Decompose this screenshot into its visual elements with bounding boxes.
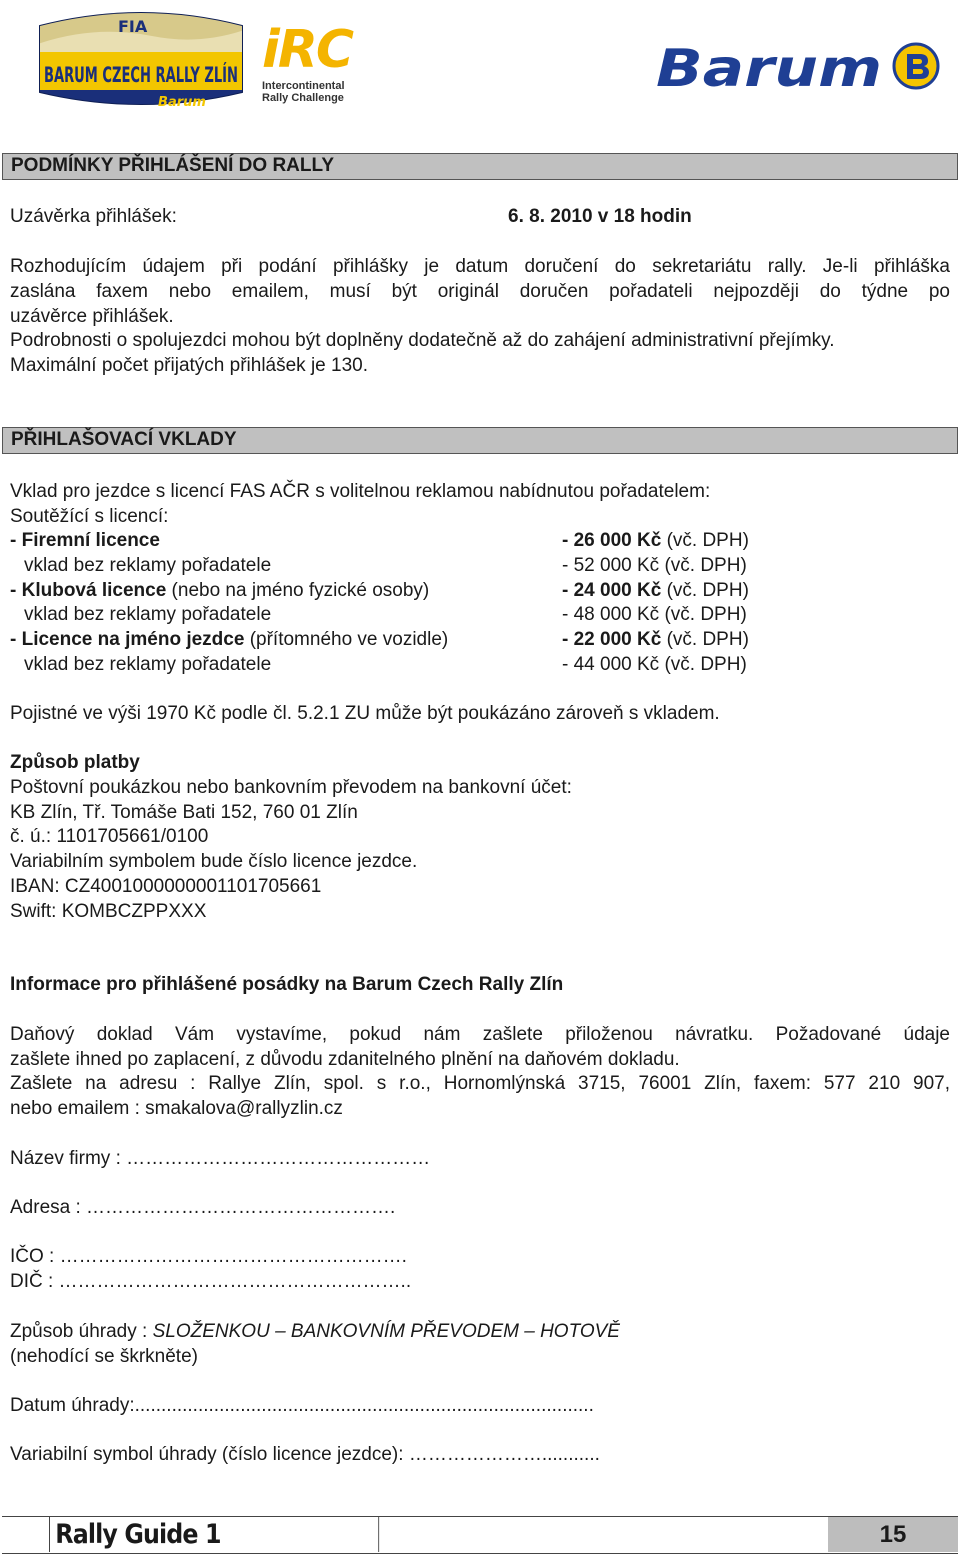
fee-row [10, 653, 950, 678]
fee-value-bold: - 26 000 Kč [562, 530, 662, 551]
payment-method-label: Způsob úhrady : [10, 1321, 153, 1342]
fee-row [10, 628, 950, 653]
payment-method-row [10, 1320, 950, 1345]
irc-logo [262, 20, 372, 110]
payment-line: KB Zlín, Tř. Tomáše Bati 152, 760 01 Zlín [10, 802, 358, 823]
bczr-title: BARUM CZECH R [44, 63, 240, 87]
irc-line-2: Rally Challenge [262, 92, 344, 104]
payment-line: č. ú.: 1101705661/0100 [10, 826, 209, 847]
footer-cell-blank [424, 1517, 828, 1552]
bczr-barum-text: Barum [158, 95, 206, 110]
max-entries-note: Maximální počet přijatých přihlášek je 130. [10, 355, 369, 376]
address-field[interactable]: Adresa : …………………………………………. [10, 1197, 396, 1218]
irc-line-1: Intercontinental [262, 80, 345, 92]
tax-doc-line-1: Daňový doklad Vám vystavíme, pokud nám zašlete přiloženou návratku. Požadované údaje [10, 1024, 950, 1045]
crew-info-title: Informace pro přihlášené posádky na Barum Czech Rally Zlín [10, 974, 564, 995]
send-address-line-2: nebo emailem : smakalova@rallyzlin.cz [10, 1098, 343, 1119]
company-name-field[interactable]: Název firmy : ………………………………………… [10, 1148, 431, 1169]
fee-value-rest: (vč. DPH) [661, 629, 749, 650]
competitor-label: Soutěžící s licencí: [10, 506, 169, 527]
fee-row [10, 529, 950, 554]
section-title-fees: PŘIHLAŠOVACÍ VKLADY [11, 429, 237, 450]
fee-label-rest: vklad bez reklamy pořadatele [24, 555, 272, 576]
payment-title: Způsob platby [10, 752, 140, 773]
fee-label-bold: - Licence na jméno jezdce [10, 629, 245, 650]
payment-method-note: (nehodící se škrkněte) [10, 1346, 198, 1367]
fee-row [10, 603, 950, 628]
fee-row [10, 554, 950, 579]
footer-title: Rally Guide 1 [50, 1517, 379, 1552]
barum-logo-text: Barum [656, 39, 882, 96]
fee-value-rest: - 48 000 Kč (vč. DPH) [562, 604, 747, 625]
dic-field[interactable]: DIČ : ……………………………………………….. [10, 1271, 412, 1292]
payment-line: Poštovní poukázkou nebo bankovním převodem na bankovní účet: [10, 777, 572, 798]
fee-label-rest: vklad bez reklamy pořadatele [24, 604, 272, 625]
section-bar-fees [2, 427, 958, 454]
fee-value-rest: - 44 000 Kč (vč. DPH) [562, 654, 747, 675]
ico-field[interactable]: IČO : ………………………………………………. [10, 1246, 407, 1267]
fees-intro: Vklad pro jezdce s licencí FAS AČR s volitelnou reklamou nabídnutou pořadatelem: [10, 481, 711, 502]
fee-value-bold: - 24 000 Kč [562, 580, 662, 601]
fee-value-rest: (vč. DPH) [661, 530, 749, 551]
fee-label-bold: - Firemní licence [10, 530, 160, 551]
barum-logo [654, 38, 940, 96]
fee-label-rest: vklad bez reklamy pořadatele [24, 654, 272, 675]
barum-czech-rally-zlin-logo [32, 6, 250, 112]
fee-row [10, 579, 950, 604]
payment-line: IBAN: CZ4001000000001101705661 [10, 876, 322, 897]
fee-value-rest: - 52 000 Kč (vč. DPH) [562, 555, 747, 576]
page-number: 15 [828, 1517, 958, 1552]
payment-line: Variabilním symbolem bude číslo licence jezdce. [10, 851, 418, 872]
deadline-value: 6. 8. 2010 v 18 hodin [508, 206, 692, 227]
variable-symbol-field[interactable]: Variabilní symbol úhrady (číslo licence jezdce): …………………........... [10, 1444, 600, 1465]
payment-date-field[interactable]: Datum úhrady:....................................................................................... [10, 1395, 594, 1416]
section-bar-conditions [2, 153, 958, 180]
fee-value-bold: - 22 000 Kč [562, 629, 662, 650]
conditions-line-3: uzávěrce přihlášek. [10, 306, 174, 327]
fia-text: FIA [118, 17, 148, 36]
tax-doc-line-2: zašlete ihned po zaplacení, z důvodu zdanitelného plnění na daňovém dokladu. [10, 1049, 680, 1070]
section-title-conditions: PODMÍNKY PŘIHLÁŠENÍ DO RALLY [11, 155, 335, 176]
conditions-line-2: zaslána faxem nebo emailem, musí být originál doručen pořadateli nejpozději do týdne po [10, 281, 950, 302]
insurance-note: Pojistné ve výši 1970 Kč podle čl. 5.2.1 ZU může být poukázáno zároveň s vkladem. [10, 703, 720, 724]
deadline-label: Uzávěrka přihlášek: [10, 206, 177, 227]
fee-label-bold: - Klubová licence [10, 580, 167, 601]
payment-line: Swift: KOMBCZPPXXX [10, 901, 207, 922]
payment-method-options[interactable]: SLOŽENKOU – BANKOVNÍM PŘEVODEM – HOTOVĚ [152, 1321, 620, 1342]
fee-label-rest: (nebo na jméno fyzické osoby) [166, 580, 430, 601]
codriver-note: Podrobnosti o spolujezdci mohou být doplněny dodatečně až do zahájení administrativní přejímky. [10, 330, 835, 351]
fee-label-rest: (přítomného ve vozidle) [244, 629, 449, 650]
conditions-line-1: Rozhodujícím údajem při podání přihlášky je datum doručení do sekretariátu rally. Je-li přihláška [10, 256, 950, 277]
footer-cell-blank [2, 1517, 50, 1552]
irc-mark: iRC [262, 20, 353, 80]
send-address-line-1: Zašlete na adresu : Rallye Zlín, spol. s r.o., Hornomlýnská 3715, 76001 Zlín, faxem: 577 210 907, [10, 1073, 950, 1094]
page-footer [2, 1516, 958, 1554]
fee-value-rest: (vč. DPH) [661, 580, 749, 601]
